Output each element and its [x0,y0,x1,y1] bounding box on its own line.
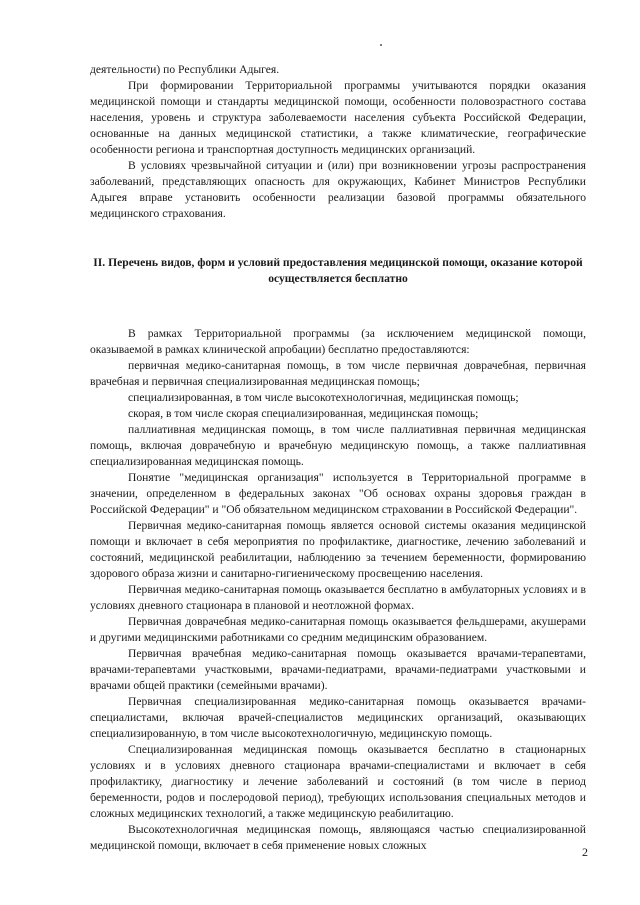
document-body [90,62,586,854]
paragraph: специализированная, в том числе высокотехнологичная, медицинская помощь; [128,391,519,404]
paragraph: Первичная медико-санитарная помощь оказывается бесплатно в амбулаторных условиях и в условиях дневного стационара в плановой и неотложной формах. [90,583,586,612]
paragraph: Специализированная медицинская помощь оказывается бесплатно в стационарных условиях и в условиях дневного стационара врачами-специалистами и включает в себя профилактику, диагностику и лечение заболеваний и состояний (в том числе в период беременности, родов и послеродовой период), требующих использования специальных методов и сложных медицинских технологий, а также медицинскую реабилитацию. [90,743,586,820]
paragraph: В условиях чрезвычайной ситуации и (или) при возникновении угрозы распространения заболеваний, представляющих опасность для окружающих, Кабинет Министров Республики Адыгея вправе установить особенности реализации базовой программы обязательного медицинского страхования. [90,159,586,220]
intro-paragraphs [90,62,586,222]
section-heading: II. Перечень видов, форм и условий предоставления медицинской помощи, оказание которой осуществляется бесплатно [93,256,583,285]
paragraph: Первичная специализированная медико-санитарная помощь оказывается врачами-специалистами, включая врачей-специалистов медицинских организаций, оказывающих специализированную, в том числе высокотехнологичную, медицинскую помощь. [90,695,586,740]
paragraph: скорая, в том числе скорая специализированная, медицинская помощь; [128,407,479,420]
paragraph: паллиативная медицинская помощь, в том числе паллиативная первичная медицинская помощь, включая доврачебную и врачебную медицинскую помощь, а также паллиативная специализированная медицинская помощь. [90,423,586,468]
paragraph: Высокотехнологичная медицинская помощь, являющаяся частью специализированной медицинской помощи, включает в себя применение новых сложных [90,823,586,852]
paragraph: Первичная медико-санитарная помощь является основой системы оказания медицинской помощи и включает в себя мероприятия по профилактике, диагностике, лечению заболеваний и состояний, медицинской реабилитации, наблюдению за течением беременности, формированию здорового образа жизни и санитарно-гигиеническому просвещению населения. [90,519,586,580]
paragraph: деятельности) по Республики Адыгея. [90,63,280,76]
paragraph: Первичная врачебная медико-санитарная помощь оказывается врачами-терапевтами, врачами-терапевтами участковыми, врачами-педиатрами, врачами-педиатрами участковыми и врачами общей практики (семейными врачами). [90,647,586,692]
paragraph: Первичная доврачебная медико-санитарная помощь оказывается фельдшерами, акушерами и другими медицинскими работниками со средним медицинским образованием. [90,615,586,644]
section-paragraphs [90,326,586,854]
paragraph: первичная медико-санитарная помощь, в том числе первичная доврачебная, первичная врачебная и первичная специализированная медицинская помощь; [90,359,586,388]
paragraph: В рамках Территориальной программы (за исключением медицинской помощи, оказываемой в рамках клинической апробации) бесплатно предоставляются: [90,327,586,356]
scan-speck [380,44,382,46]
paragraph: Понятие "медицинская организация" используется в Территориальной программе в значении, определенном в федеральных законах "Об основах охраны здоровья граждан в Российской Федерации" и "Об обязательном медицинском страховании в Российской Федерации". [90,471,586,516]
paragraph: При формировании Территориальной программы учитываются порядки оказания медицинской помощи и стандарты медицинской помощи, особенности половозрастного состава населения, уровень и структура заболеваемости населения субъекта Российской Федерации, основанные на данных медицинской статистики, а также климатические, географические особенности региона и транспортная доступность медицинских организаций. [90,79,586,156]
page-number: 2 [582,845,588,859]
